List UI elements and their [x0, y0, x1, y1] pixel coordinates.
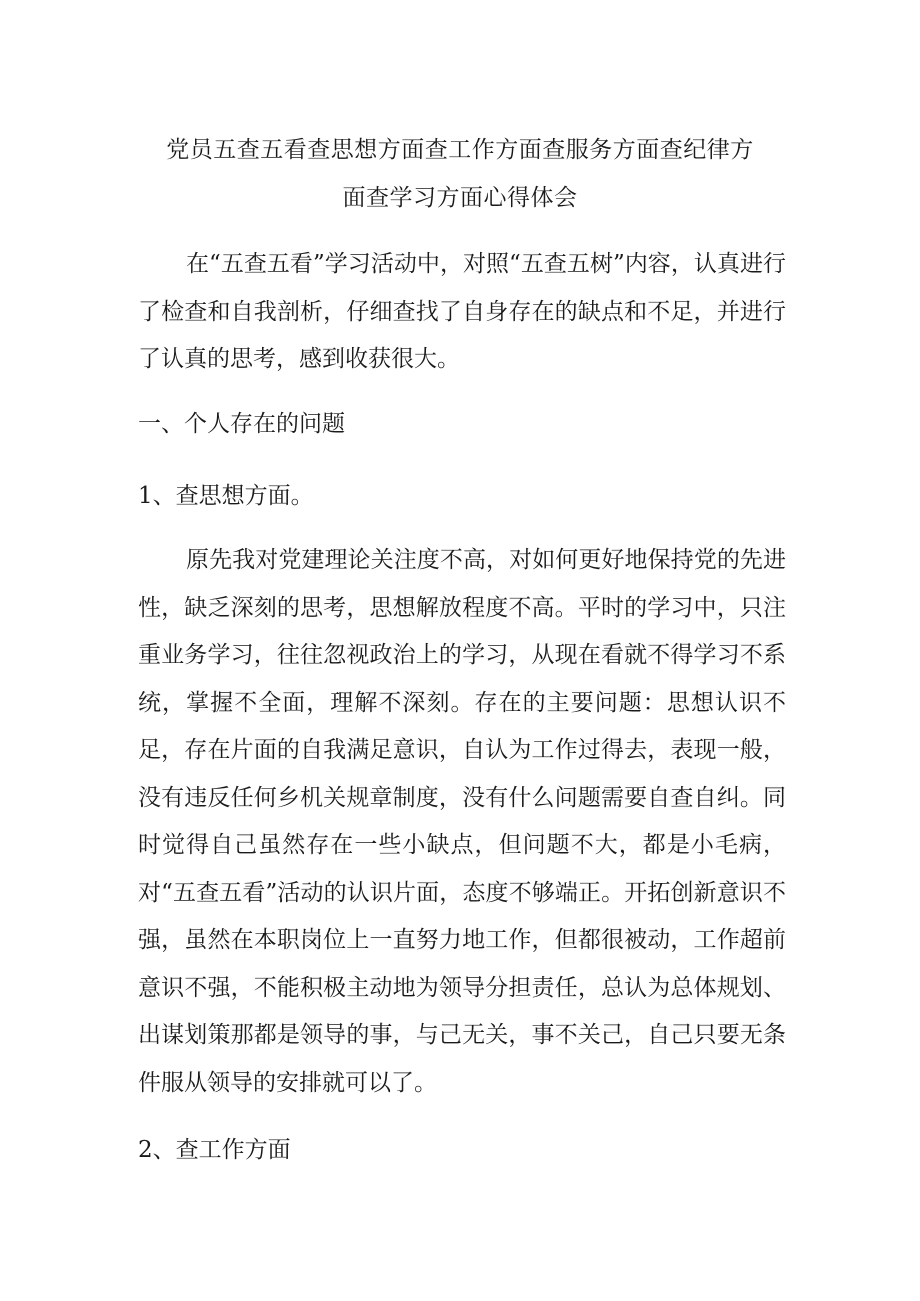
subheading-thought: 1、查思想方面。: [138, 483, 314, 509]
document-title-line-1: 党员五查五看查思想方面查工作方面查服务方面查纪律方: [166, 137, 754, 163]
section-heading: 一、个人存在的问题: [138, 411, 345, 437]
intro-paragraph: 在“五查五看”学习活动中，对照“五查五树”内容，认真进行了检查和自我剖析，仔细查找了自身存在的缺点和不足，并进行了认真的思考，感到收获很大。: [138, 251, 786, 372]
document-title-line-2: 面查学习方面心得体会: [342, 185, 578, 211]
paragraph-thought: 原先我对党建理论关注度不高，对如何更好地保持党的先进性，缺乏深刻的思考，思想解放程度不高。平时的学习中，只注重业务学习，往往忽视政治上的学习，从现在看就不得学习不系统，掌握不全面，理解不深刻。存在的主要问题：思想认识不足，存在片面的自我满足意识，自认为工作过得去，表现一般，没有违反任何乡机关规章制度，没有什么问题需要自查自纠。同时觉得自己虽然存在一些小缺点，但问题不大，都是小毛病，对“五查五看”活动的认识片面，态度不够端正。开拓创新意识不强，虽然在本职岗位上一直努力地工作，但都很被动，工作超前意识不强，不能积极主动地为领导分担责任，总认为总体规划、出谋划策那都是领导的事，与己无关，事不关己，自己只要无条件服从领导的安排就可以了。: [138, 547, 786, 1096]
subheading-work: 2、查工作方面: [138, 1137, 291, 1163]
